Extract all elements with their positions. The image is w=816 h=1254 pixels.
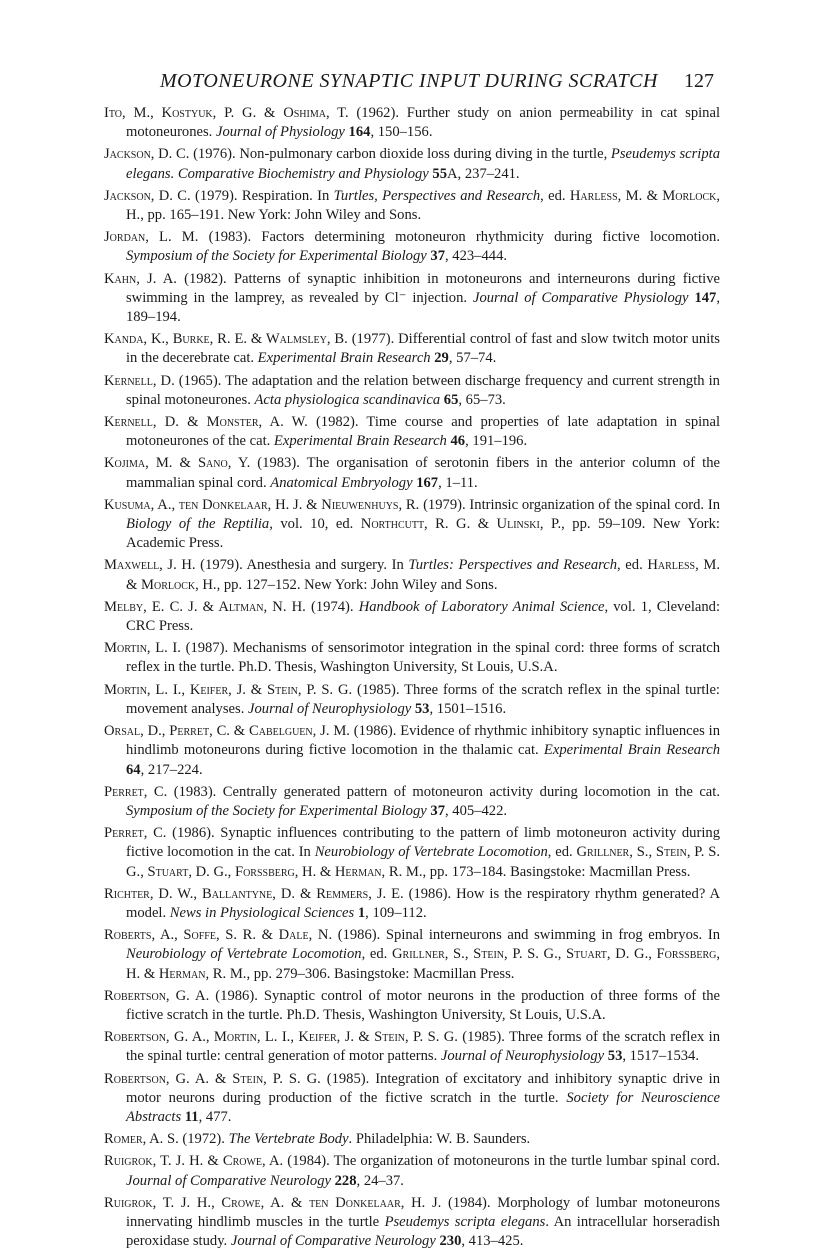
reference-text: (1979). Anesthesia and surgery. In	[195, 557, 409, 574]
reference-text: (1962). Further study on anion permeability in cat spinal motoneurones.	[126, 105, 720, 141]
reference-text: , ed.	[361, 946, 392, 963]
reference-text: (1986). Synaptic influences contributing to the pattern of limb motoneuron activity during fictive locomotion in the cat. In	[126, 825, 720, 861]
reference-pages: , 413–425.	[461, 1233, 524, 1250]
reference-title-italic: The Vertebrate Body	[228, 1131, 349, 1148]
reference-text: , pp. 165–191. New York: John Wiley and Sons.	[140, 207, 422, 224]
reference-volume: 65	[443, 391, 459, 408]
reference-entry	[104, 783, 720, 821]
reference-volume: 53	[414, 700, 430, 717]
reference-authors: Robertson, G. A., Mortin, L. I., Keifer, J. & Stein, P. S. G.	[104, 1029, 458, 1046]
reference-text: , pp. 127–152. New York: John Wiley and Sons.	[216, 576, 498, 593]
reference-authors: Northcutt, R. G. & Ulinski, P.	[360, 516, 562, 533]
reference-text: (1983). Centrally generated pattern of motoneuron activity during locomotion in the cat.	[167, 783, 720, 800]
reference-text: (1986). Spinal interneurons and swimming in frog embryos. In	[332, 927, 720, 944]
reference-text: , 1501–1516.	[429, 700, 507, 717]
reference-entry	[104, 639, 720, 677]
reference-authors: Kusuma, A., ten Donkelaar, H. J. & Nieuwenhuys, R.	[104, 496, 420, 513]
reference-text: , pp. 279–306. Basingstoke: Macmillan Press.	[246, 965, 515, 982]
reference-text: , 150–156.	[370, 124, 433, 141]
reference-text: , ed.	[540, 187, 570, 204]
reference-title-italic: Journal of Physiology	[215, 124, 345, 141]
reference-title-italic: Experimental Brain Research	[257, 350, 431, 367]
reference-text: , ed.	[547, 844, 577, 861]
reference-entry	[104, 926, 720, 984]
reference-volume: 55	[432, 165, 448, 182]
reference-title-italic: Acta physiologica scandinavica	[254, 391, 441, 408]
reference-entry	[104, 145, 720, 183]
reference-entry	[104, 1194, 720, 1252]
reference-title-italic: Turtles: Perspectives and Research	[408, 557, 618, 574]
reference-title-italic: News in Physiological Sciences	[169, 904, 355, 921]
reference-entry	[104, 1130, 720, 1149]
reference-title-italic: Journal of Neurophysiology	[440, 1048, 605, 1065]
reference-authors: Grillner, S., Stein, P. S. G., Stuart, D. G., Forssberg, H. & Herman, R. M.	[126, 946, 721, 982]
page-header	[104, 70, 714, 100]
reference-authors: Harless, M. & Morlock, H.	[126, 187, 720, 224]
reference-text: (1977). Differential control of fast and slow twitch motor units in the decerebrate cat.	[126, 331, 720, 367]
reference-title-italic: Journal of Comparative Neurology	[126, 1172, 331, 1189]
page-number: 127	[684, 70, 714, 92]
reference-text: , vol. 1, Cleveland: CRC Press.	[126, 598, 721, 635]
reference-list	[104, 104, 720, 1254]
reference-volume: 228	[334, 1172, 357, 1189]
reference-title-italic: Handbook of Laboratory Animal Science	[358, 598, 605, 615]
reference-volume: 11	[184, 1108, 199, 1125]
reference-authors: Grillner, S., Stein, P. S. G., Stuart, D. G., Forssberg, H. & Herman, R. M.	[126, 844, 721, 880]
reference-entry	[104, 372, 720, 410]
reference-text: (1985). Three forms of the scratch reflex in the spinal turtle: central generation of motor patterns.	[126, 1029, 720, 1065]
reference-entry	[104, 330, 720, 368]
reference-entry	[104, 1152, 720, 1190]
reference-title-italic: Journal of Comparative Physiology	[472, 289, 689, 306]
reference-authors: Roberts, A., Soffe, S. R. & Dale, N.	[104, 927, 333, 944]
reference-text: (1985). Integration of excitatory and inhibitory synaptic drive in motor neurons during production of the fictive scratch in the turtle.	[126, 1070, 720, 1106]
reference-authors: Kernell, D.	[104, 372, 175, 389]
reference-entry	[104, 681, 720, 719]
reference-text: (1979). Intrinsic organization of the spinal cord. In	[419, 496, 720, 513]
reference-text: (1986). Evidence of rhythmic inhibitory synaptic influences in hindlimb motoneurons during fictive locomotion in the thalamic cat.	[126, 723, 720, 759]
reference-authors: Perret, C.	[104, 783, 168, 800]
reference-volume: 64	[126, 761, 141, 778]
reference-text: (1965). The adaptation and the relation between discharge frequency and current strength in spinal motoneurones.	[126, 372, 720, 408]
reference-text: (1983). The organisation of serotonin fibers in the anterior column of the mammalian spinal cord.	[126, 455, 720, 491]
reference-volume: 37	[430, 802, 445, 819]
reference-entry	[104, 556, 720, 594]
reference-text: , 405–422.	[444, 802, 508, 819]
reference-entry	[104, 454, 720, 492]
reference-text: , ed.	[617, 557, 648, 574]
reference-entry	[104, 496, 720, 554]
reference-volume: 230	[439, 1233, 462, 1250]
reference-title-italic: Turtles, Perspectives and Research	[333, 187, 541, 204]
reference-text: , 57–74.	[448, 350, 497, 367]
reference-text: (1984). The organization of motoneurons in the turtle lumbar spinal cord.	[283, 1153, 721, 1170]
reference-title-italic: Pseudemys scripta elegans	[384, 1213, 546, 1230]
reference-title-italic: Biology of the Reptilia	[126, 516, 270, 533]
reference-title-italic: Journal of Neurophysiology	[248, 700, 412, 717]
reference-authors: Harless, M. & Morlock, H.	[126, 557, 720, 593]
reference-text: , 65–73.	[458, 391, 506, 408]
reference-title-italic: Anatomical Embryology	[270, 474, 413, 491]
reference-title-italic: Neurobiology of Vertebrate Locomotion	[126, 946, 362, 963]
reference-text: (1982). Time course and properties of late adaptation in spinal motoneurones of the cat.	[126, 414, 720, 450]
reference-entry	[104, 187, 720, 225]
reference-title-italic: Journal of Comparative Neurology	[230, 1233, 436, 1250]
reference-authors: Jordan, L. M.	[104, 229, 199, 246]
reference-authors: Melby, E. C. J. & Altman, N. H.	[104, 598, 306, 615]
reference-entry	[104, 228, 720, 266]
reference-text: (1979). Respiration. In	[190, 187, 334, 204]
reference-entry	[104, 1070, 720, 1128]
reference-volume: 29	[434, 350, 449, 367]
reference-authors: Kojima, M. & Sano, Y.	[104, 455, 251, 472]
reference-entry	[104, 885, 720, 923]
reference-text: A, 237–241.	[447, 165, 520, 182]
reference-text: , 1–11.	[438, 474, 478, 491]
reference-text: (1972).	[178, 1131, 229, 1148]
reference-authors: Kahn, J. A.	[104, 270, 177, 287]
reference-authors: Perret, C.	[104, 825, 167, 842]
reference-text: , 477.	[198, 1108, 232, 1125]
reference-authors: Kernell, D. & Monster, A. W.	[104, 414, 308, 431]
reference-entry	[104, 413, 720, 451]
reference-volume: 147	[694, 289, 717, 306]
reference-title-italic: Society for Neuroscience Abstracts	[126, 1089, 720, 1125]
reference-volume: 37	[430, 248, 445, 265]
reference-text: , 189–194.	[126, 289, 720, 326]
reference-authors: Richter, D. W., Ballantyne, D. & Remmers, J. E.	[104, 885, 404, 902]
reference-text: (1985). Three forms of the scratch reflex in the spinal turtle: movement analyses.	[126, 681, 720, 717]
reference-text: , vol. 10, ed.	[269, 516, 361, 533]
reference-text: . An intracellular horseradish peroxidase study.	[126, 1213, 720, 1250]
reference-text: (1984). Morphology of lumbar motoneurons innervating hindlimb muscles in the turtle	[126, 1194, 720, 1230]
reference-authors: Mortin, L. I., Keifer, J. & Stein, P. S. G.	[104, 681, 353, 698]
reference-title-italic: Symposium of the Society for Experimental Biology	[126, 248, 427, 265]
reference-title-italic: Experimental Brain Research	[273, 433, 447, 450]
reference-authors: Jackson, D. C.	[104, 146, 190, 163]
reference-authors: Ito, M., Kostyuk, P. G. & Oshima, T.	[104, 105, 349, 121]
reference-entry	[104, 598, 720, 636]
reference-volume: 46	[450, 433, 466, 450]
reference-entry	[104, 270, 720, 328]
reference-authors: Kanda, K., Burke, R. E. & Walmsley, B.	[104, 331, 348, 348]
reference-entry	[104, 104, 720, 142]
reference-text: , 109–112.	[365, 904, 427, 921]
reference-title-italic: Pseudemys scripta elegans. Comparative Biochemistry and Physiology	[126, 146, 720, 182]
reference-entry	[104, 824, 720, 882]
reference-authors: Robertson, G. A. & Stein, P. S. G.	[104, 1070, 321, 1087]
reference-text: , 217–224.	[140, 761, 203, 778]
reference-volume: 53	[607, 1048, 623, 1065]
reference-entry	[104, 722, 720, 780]
reference-authors: Maxwell, J. H.	[104, 557, 196, 574]
reference-text: , 1517–1534.	[622, 1048, 699, 1065]
reference-text: . Philadelphia: W. B. Saunders.	[348, 1131, 531, 1148]
reference-volume: 167	[416, 474, 439, 491]
reference-text: (1986). How is the respiratory rhythm generated? A model.	[126, 885, 720, 921]
reference-authors: Robertson, G. A.	[104, 987, 210, 1004]
reference-title-italic: Neurobiology of Vertebrate Locomotion	[314, 844, 548, 861]
reference-text: , pp. 173–184. Basingstoke: Macmillan Press.	[422, 863, 691, 880]
reference-title-italic: Experimental Brain Research	[543, 742, 720, 759]
reference-authors: Ruigrok, T. J. H. & Crowe, A.	[104, 1153, 284, 1170]
reference-authors: Romer, A. S.	[104, 1131, 179, 1148]
reference-authors: Ruigrok, T. J. H., Crowe, A. & ten Donkelaar, H. J.	[104, 1194, 442, 1211]
reference-entry	[104, 1028, 720, 1066]
reference-text: (1983). Factors determining motoneuron rhythmicity during fictive locomotion.	[198, 229, 720, 246]
reference-volume: 164	[348, 124, 371, 141]
reference-entry	[104, 987, 720, 1025]
reference-text: , pp. 59–109. New York: Academic Press.	[126, 516, 720, 552]
running-title: MOTONEURONE SYNAPTIC INPUT DURING SCRATCH	[160, 70, 658, 92]
reference-text: (1987). Mechanisms of sensorimotor integration in the spinal cord: three forms of scratch reflex in the turtle. Ph.D. Thesis, Washington University, St Louis, U.S.A.	[126, 640, 720, 676]
reference-volume: 1	[357, 904, 366, 921]
reference-text: , 24–37.	[356, 1172, 404, 1189]
reference-text: (1986). Synaptic control of motor neurons in the production of three forms of the fictive scratch in the turtle. Ph.D. Thesis, Washington University, St Louis, U.S.A.	[126, 987, 720, 1023]
reference-text: , 191–196.	[465, 433, 528, 450]
reference-text: , 423–444.	[444, 248, 508, 265]
reference-authors: Orsal, D., Perret, C. & Cabelguen, J. M.	[104, 723, 350, 740]
reference-text: (1982). Patterns of synaptic inhibition in motoneurons and interneurons during fictive swimming in the lamprey, as revealed by Cl⁻ injection.	[126, 270, 720, 306]
reference-authors: Jackson, D. C.	[104, 187, 191, 204]
reference-text: (1976). Non-pulmonary carbon dioxide loss during diving in the turtle,	[189, 146, 611, 163]
reference-title-italic: Symposium of the Society for Experimental Biology	[126, 802, 427, 819]
reference-text: (1974).	[305, 598, 359, 615]
reference-authors: Mortin, L. I.	[104, 640, 181, 657]
